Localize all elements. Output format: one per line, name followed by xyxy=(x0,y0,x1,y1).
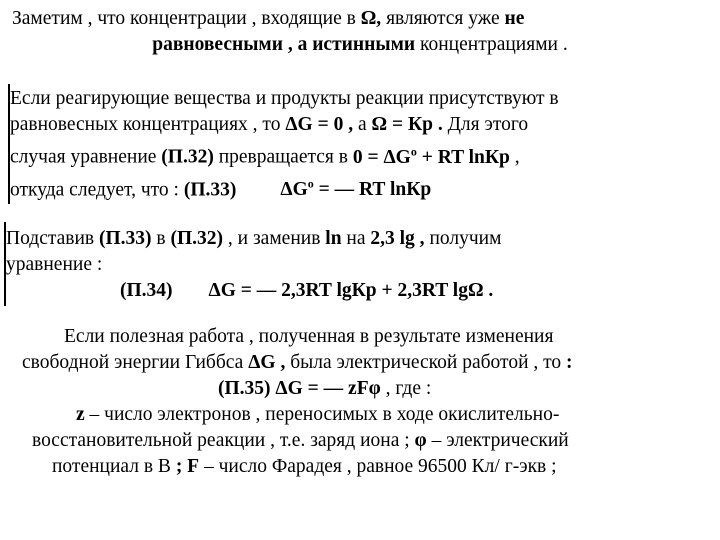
formula: ΔG = — zFφ xyxy=(270,378,381,399)
formula: 2,3 lg , xyxy=(370,228,425,249)
intro-line-2 xyxy=(0,32,720,58)
para3-line-6 xyxy=(0,454,720,480)
text: , где : xyxy=(380,378,432,399)
symbol: ; F xyxy=(175,456,200,477)
bold-text: не xyxy=(504,8,525,29)
equation-ref: (П.33) xyxy=(183,179,237,200)
para1-line-4 xyxy=(10,171,710,204)
text: равновесных концентрациях , то xyxy=(10,114,286,135)
formula-part: ΔG xyxy=(280,179,308,200)
text: случая уравнение xyxy=(10,146,162,168)
text: в xyxy=(151,228,171,249)
text: концентрациями . xyxy=(415,34,568,55)
para3-line-3 xyxy=(0,376,720,402)
para1-line-2 xyxy=(10,112,710,138)
para1-line-3 xyxy=(10,138,710,171)
superscript: o xyxy=(307,176,314,191)
equation-ref: (П.32) xyxy=(170,228,224,249)
superscript: o xyxy=(410,144,417,158)
intro-line-1 xyxy=(0,6,720,32)
formula: ΔG , xyxy=(248,352,286,373)
text: свободной энергии Гиббса xyxy=(22,352,249,373)
paragraph-gibbs xyxy=(0,324,720,480)
formula xyxy=(352,144,510,168)
paragraph-equilibrium xyxy=(10,86,710,203)
text: восстановительной реакции , т.е. заряд иона ; xyxy=(32,430,415,451)
formula xyxy=(280,176,432,200)
text: на xyxy=(341,228,371,249)
bold-text: равновесными , а истинными xyxy=(152,34,416,55)
text: Заметим , что концентрации , входящие в xyxy=(12,8,361,29)
para1-line-1: Если реагирующие вещества и продукты реакции присутствуют в xyxy=(10,88,559,109)
equation-ref: (П.32) xyxy=(161,146,214,168)
text: была электрической работой , то xyxy=(285,352,567,373)
text: – число электронов , переносимых в ходе окислительно- xyxy=(84,404,560,425)
para3-line-5 xyxy=(0,428,720,454)
para2-line-3 xyxy=(6,278,711,304)
text: – электрический xyxy=(426,430,569,451)
symbol: φ xyxy=(414,430,427,451)
text: : xyxy=(566,352,573,373)
formula: ΔG = 0 , xyxy=(285,114,354,135)
text: являются уже xyxy=(381,8,505,29)
formula: ln xyxy=(325,228,342,249)
text: Для этого xyxy=(442,114,529,135)
text: , и заменив xyxy=(223,228,326,249)
omega-symbol: Ω, xyxy=(360,8,382,29)
text: потенциал в В xyxy=(52,456,176,477)
para3-line-1: Если полезная работа , полученная в результате изменения xyxy=(64,326,554,347)
para3-line-2 xyxy=(0,350,720,376)
equation-ref: (П.34) xyxy=(120,280,173,301)
text: а xyxy=(353,114,372,135)
paragraph-substitution xyxy=(6,226,711,304)
text: Подставив xyxy=(6,228,99,249)
equation-ref: (П.33) xyxy=(99,228,152,249)
formula-part: + RT lnКр xyxy=(416,146,510,168)
para3-line-4 xyxy=(0,402,720,428)
para2-line-2: уравнение : xyxy=(6,254,103,275)
text: – число Фарадея , равное 96500 Кл/ г-экв ; xyxy=(199,456,557,477)
text: откуда следует, что : xyxy=(10,179,184,200)
para2-line-1 xyxy=(6,226,711,252)
equation-ref: (П.35) xyxy=(218,378,271,399)
formula-part: 0 = ΔG xyxy=(352,146,411,168)
text: получим xyxy=(424,228,502,249)
formula: Ω = Кр . xyxy=(371,114,443,135)
text: превращается в xyxy=(213,146,353,168)
text: , xyxy=(509,146,520,168)
intro-paragraph xyxy=(0,6,720,58)
formula-part: = — RT lnКр xyxy=(313,179,432,200)
formula: ΔG = — 2,3RT lgКр + 2,3RT lgΩ . xyxy=(208,280,494,301)
symbol: z xyxy=(76,404,85,425)
